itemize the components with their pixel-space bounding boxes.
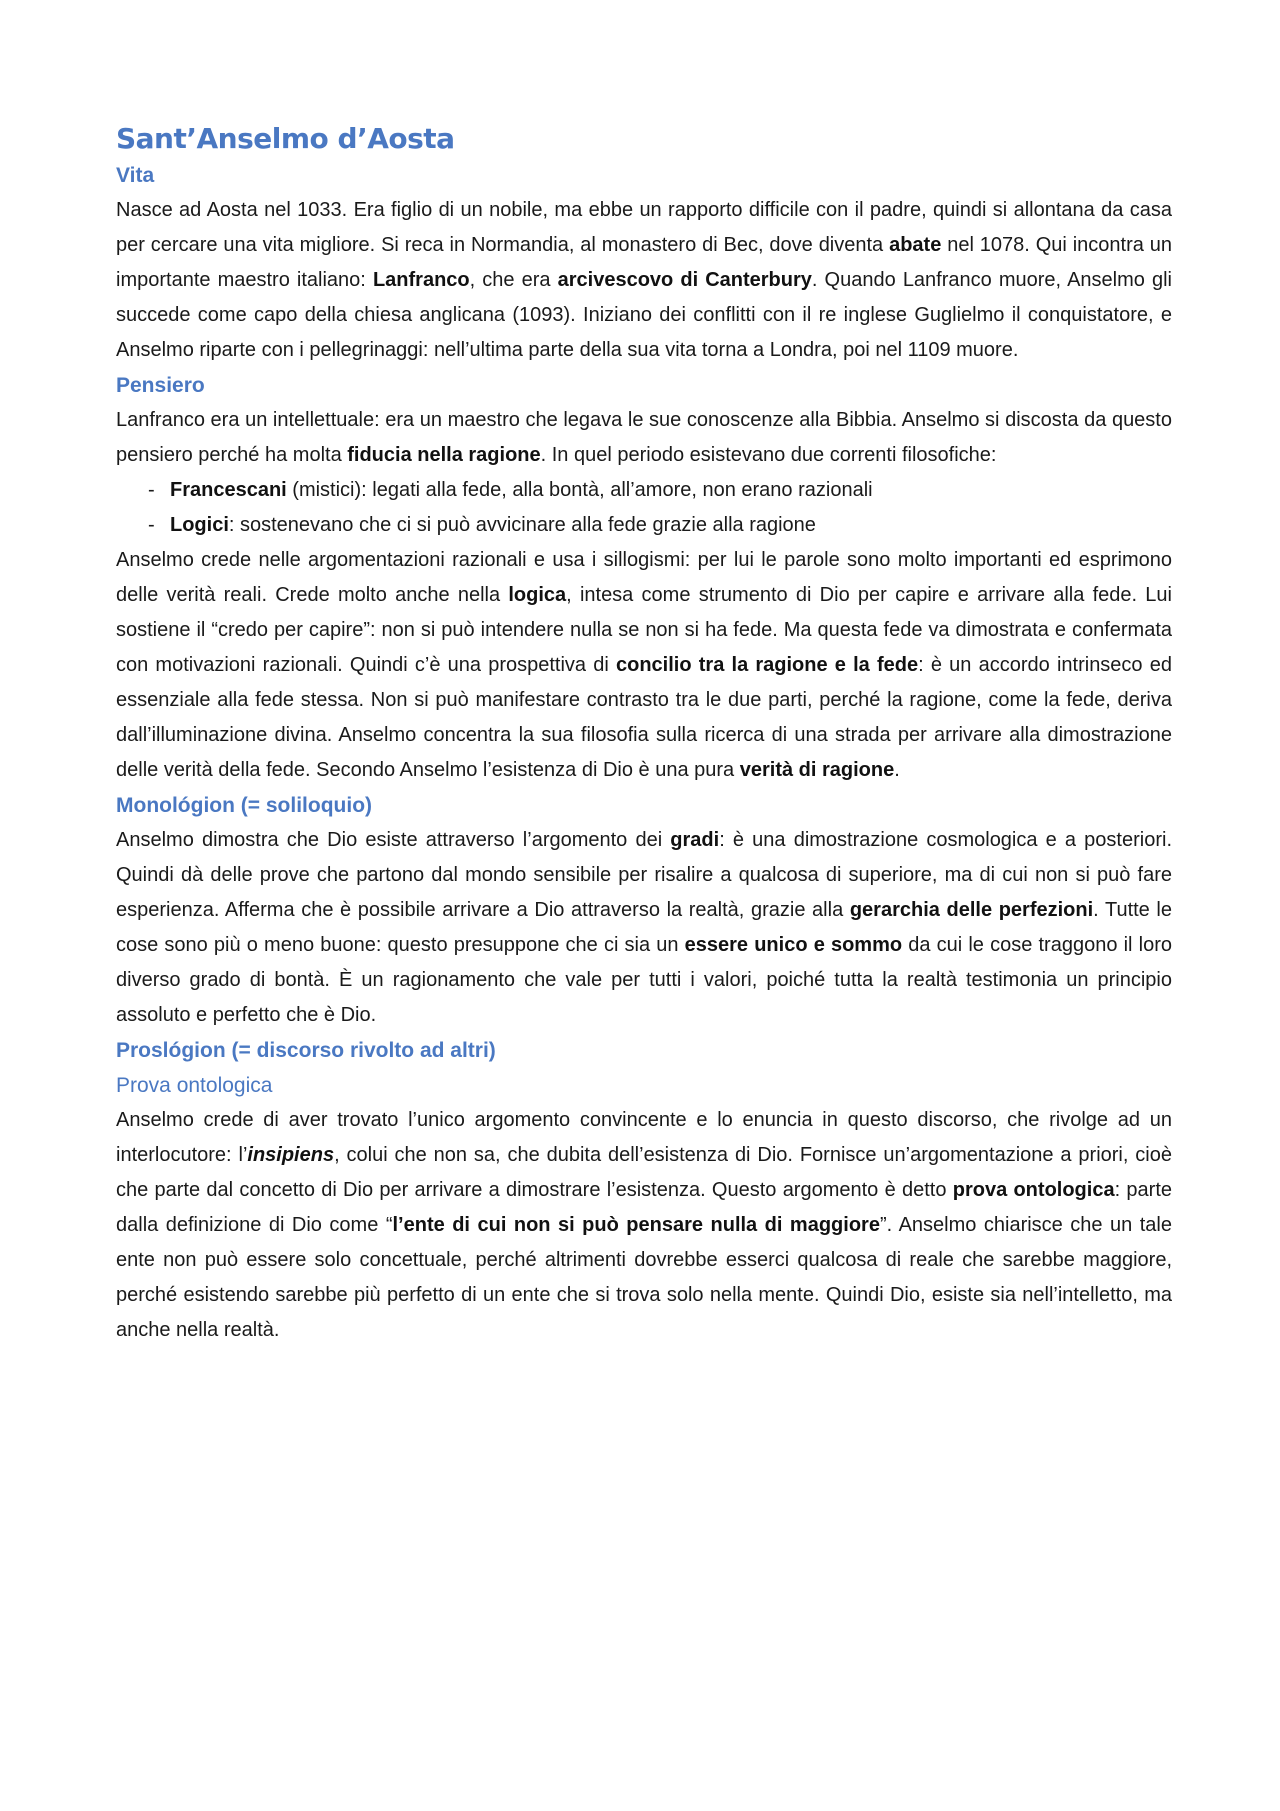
section-heading-pensiero: Pensiero	[116, 374, 205, 397]
bold-term: l’ente di cui non si può pensare nulla di maggiore	[392, 1214, 880, 1236]
text-run: . Tutte le cose sono più o meno buone: questo presuppone che ci sia un	[116, 899, 1172, 956]
bold-term: logica	[508, 584, 567, 606]
currents-list	[116, 473, 1172, 543]
text-run: , intesa come strumento di Dio per capire e arrivare alla fede. Lui sostiene il “credo per capire”: non si può intendere nulla se non si ha fede. Ma questa fede va dimostrata e confermata con motivazioni razionali. Quindi c’è una prospettiva di	[116, 584, 1172, 676]
section-heading-monologion: Monológion (= soliloquio)	[116, 794, 373, 817]
text-run: da cui le cose traggono il loro diverso grado di bontà. È un ragionamento che vale per tutti i valori, poiché tutta la realtà testimonia un principio assoluto e perfetto che è Dio.	[116, 934, 1172, 1026]
section-heading-vita: Vita	[116, 164, 155, 187]
list-item	[148, 508, 1172, 543]
text-run: Anselmo crede nelle argomentazioni razionali e usa i sillogismi: per lui le parole sono molto importanti ed esprimono delle verità reali. Crede molto anche nella	[116, 549, 1172, 606]
bold-term: Francescani	[170, 479, 287, 501]
text-run: , che era	[469, 269, 558, 291]
document-title: Sant’Anselmo d’Aosta	[116, 122, 455, 155]
document-page	[116, 118, 1172, 1348]
text-run: , colui che non sa, che dubita dell’esistenza di Dio. Fornisce un’argomentazione a priori, cioè che parte dal concetto di Dio per arrivare a dimostrare l’esistenza. Questo argomento è detto	[116, 1144, 1172, 1201]
bold-term: abate	[889, 234, 942, 256]
text-run: (mistici): legati alla fede, alla bontà, all’amore, non erano razionali	[286, 479, 873, 501]
text-run: . In quel periodo esistevano due correnti filosofiche:	[540, 444, 997, 466]
text-run: : parte dalla definizione di Dio come “	[116, 1179, 1172, 1236]
bold-term: fiducia nella ragione	[347, 444, 541, 466]
bold-italic-term	[247, 1144, 334, 1166]
paragraph-vita	[116, 193, 1172, 368]
bold-term: gradi	[670, 829, 720, 851]
italic-term: insipiens	[247, 1144, 335, 1166]
text-run: . Quando Lanfranco muore, Anselmo gli succede come capo della chiesa anglicana (1093). Iniziano dei conflitti con il re inglese Guglielmo il conquistatore, e Anselmo riparte con i pellegrinaggi: nell’ultima parte della sua vita torna a Londra, poi nel 1109 muore.	[116, 269, 1173, 361]
paragraph-proslogion	[116, 1103, 1172, 1348]
text-run: Lanfranco era un intellettuale: era un maestro che legava le sue conoscenze alla Bibbia. Anselmo si discosta da questo pensiero perché ha molta	[116, 409, 1172, 466]
text-run: : è una dimostrazione cosmologica e a posteriori. Quindi dà delle prove che partono dal mondo sensibile per risalire a qualcosa di superiore, ma di cui non si può fare esperienza. Afferma che è possibile arrivare a Dio attraverso la realtà, grazie alla	[116, 829, 1172, 921]
section-heading-proslogion: Proslógion (= discorso rivolto ad altri)	[116, 1039, 496, 1062]
list-item	[148, 473, 1172, 508]
text-run: Anselmo crede di aver trovato l’unico argomento convincente e lo enuncia in questo discorso, che rivolge ad un interlocutore: l’	[116, 1109, 1172, 1166]
bold-term: verità di ragione	[739, 759, 895, 781]
text-run: nel 1078. Qui incontra un importante maestro italiano:	[116, 234, 1173, 291]
subheading-prova-ontologica: Prova ontologica	[116, 1074, 273, 1097]
text-run: : è un accordo intrinseco ed essenziale alla fede stessa. Non si può manifestare contrasto tra le due parti, perché la ragione, come la fede, deriva dall’illuminazione divina. Anselmo concentra la sua filosofia sulla ricerca di una strada per arrivare alla dimostrazione delle verità della fede. Secondo Anselmo l’esistenza di Dio è una pura	[116, 654, 1172, 781]
bold-term: prova ontologica	[952, 1179, 1115, 1201]
text-run: Nasce ad Aosta nel 1033. Era figlio di un nobile, ma ebbe un rapporto difficile con il padre, quindi si allontana da casa per cercare una vita migliore. Si reca in Normandia, al monastero di Bec, dove diventa	[116, 199, 1172, 256]
bold-term: concilio tra la ragione e la fede	[616, 654, 919, 676]
paragraph-pensiero-2	[116, 543, 1172, 788]
bold-term: essere unico e sommo	[684, 934, 903, 956]
paragraph-monologion	[116, 823, 1172, 1033]
bold-term: Lanfranco	[372, 269, 470, 291]
text-run: ”. Anselmo chiarisce che un tale ente non può essere solo concettuale, perché altrimenti dovrebbe esserci qualcosa di reale che sarebbe maggiore, perché esistendo sarebbe più perfetto di un ente che si trova solo nella mente. Quindi Dio, esiste sia nell’intelletto, ma anche nella realtà.	[116, 1214, 1172, 1341]
text-run: Anselmo dimostra che Dio esiste attraverso l’argomento dei	[116, 829, 671, 851]
bold-term: arcivescovo di Canterbury	[557, 269, 812, 291]
text-run: : sostenevano che ci si può avvicinare alla fede grazie alla ragione	[228, 514, 816, 536]
paragraph-pensiero-1	[116, 403, 1172, 473]
bold-term: Logici	[170, 514, 229, 536]
bold-term: gerarchia delle perfezioni	[849, 899, 1094, 921]
text-run: .	[894, 759, 900, 781]
